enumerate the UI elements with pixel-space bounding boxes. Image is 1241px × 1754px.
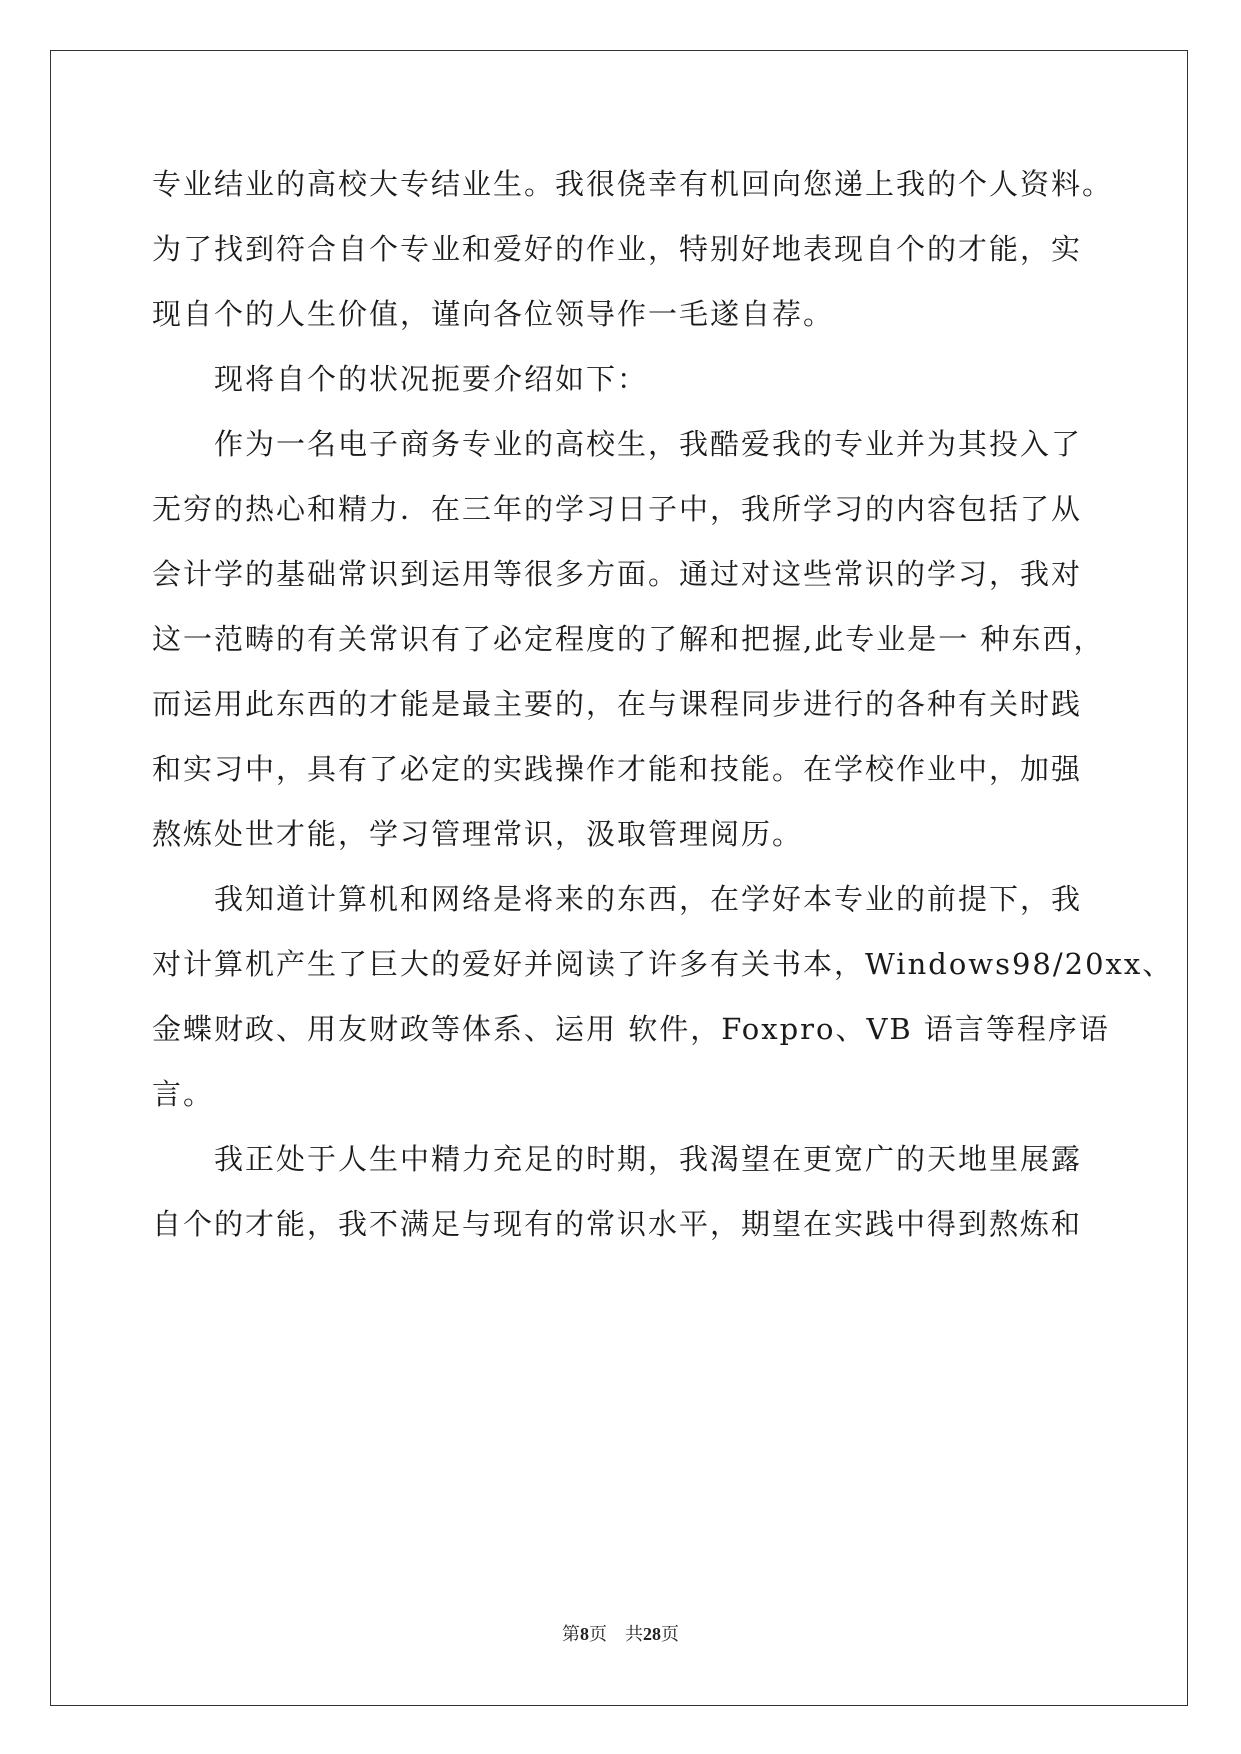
text-line: 而运用此东西的才能是最主要的，在与课程同步进行的各种有关时践 bbox=[152, 687, 1083, 721]
text-line: 专业结业的高校大专结业生。我很侥幸有机回向您递上我的个人资料。 bbox=[152, 167, 1114, 201]
text-line: 和实习中，具有了必定的实践操作才能和技能。在学校作业中，加强 bbox=[152, 752, 1083, 786]
text-line: 我正处于人生中精力充足的时期，我渴望在更宽广的天地里展露 bbox=[152, 1142, 1083, 1176]
text-line: 熬炼处世才能，学习管理常识，汲取管理阅历。 bbox=[152, 817, 804, 851]
text-line: 对计算机产生了巨大的爱好并阅读了许多有关书本，Windows98/20xx、 bbox=[152, 947, 1174, 981]
text-line: 金蝶财政、用友财政等体系、运用 软件，Foxpro、VB 语言等程序语 bbox=[152, 1012, 1110, 1046]
text-line: 无穷的热心和精力．在三年的学习日子中，我所学习的内容包括了从 bbox=[152, 492, 1083, 526]
footer-prefix: 第 bbox=[562, 1624, 580, 1644]
page-footer bbox=[0, 1620, 1241, 1646]
text-line: 为了找到符合自个专业和爱好的作业，特别好地表现自个的才能，实 bbox=[152, 232, 1083, 266]
page-number: 8 bbox=[580, 1624, 589, 1644]
text-line: 现将自个的状况扼要介绍如下： bbox=[152, 362, 649, 396]
text-line: 言。 bbox=[152, 1077, 215, 1111]
text-line: 会计学的基础常识到运用等很多方面。通过对这些常识的学习，我对 bbox=[152, 557, 1083, 591]
footer-suffix: 页 bbox=[661, 1624, 679, 1644]
total-pages: 28 bbox=[643, 1624, 661, 1644]
text-line: 我知道计算机和网络是将来的东西，在学好本专业的前提下，我 bbox=[152, 882, 1083, 916]
text-line: 自个的才能，我不满足与现有的常识水平，期望在实践中得到熬炼和 bbox=[152, 1207, 1083, 1241]
text-line: 作为一名电子商务专业的高校生，我酷爱我的专业并为其投入了 bbox=[152, 427, 1083, 461]
text-line: 现自个的人生价值，谨向各位领导作一毛遂自荐。 bbox=[152, 297, 835, 331]
footer-mid: 页 共 bbox=[589, 1624, 643, 1644]
text-line: 这一范畴的有关常识有了必定程度的了解和把握,此专业是一 种东西， bbox=[152, 622, 1105, 656]
